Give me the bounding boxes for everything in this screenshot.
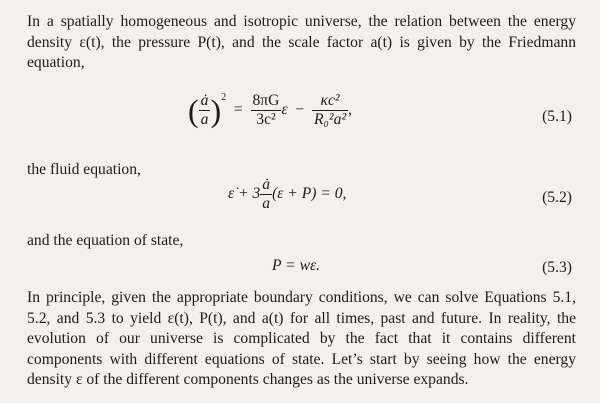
fluid-equation: ε̇ + 3 $\frac{ȧ}{a}$ (ε + P) = 0, [228, 176, 347, 212]
friedmann-equation: ( $\frac{ȧ}{a}$ )$^2$ = $\frac{8\pi G}{\text{3c²}}$ ε − $\frac{\text{κc²}}{\text{R₀²a²}}$ , [188, 92, 352, 129]
intro-paragraph: In a spatially homogeneous and isotropic universe, the relation between the energy density ε(t), the pressure P(t), and the scale factor a(t) is given by the Friedmann equation, [27, 13, 576, 71]
right-paren: ) [210, 92, 222, 129]
fluid-label: the fluid equation, [27, 161, 141, 178]
eq1-term2-fraction: $\frac{\text{κc²}}{\text{R₀²a²}}$ [313, 92, 347, 128]
equation-of-state: P = wε. [272, 257, 321, 274]
eq1-lhs-fraction: $\frac{ȧ}{a}$ [200, 92, 209, 128]
eq2-fraction: $\frac{ȧ}{a}$ [262, 176, 271, 212]
state-label: and the equation of state, [27, 232, 184, 249]
equation-number-5-3: (5.3) [542, 259, 572, 276]
closing-paragraph: In principle, given the appropriate boundary conditions, we can solve Equations 5.1, 5.2, and 5.3 to yield ε(t), P(t), and a(t) for all times, past and future. In reality, the evolution of our universe is complicated by the fact that it contains different components with different equations of state. Let’s start by seeing how the energy density ε of the different components changes as the universe expands. [27, 289, 576, 388]
equation-number-5-1: (5.1) [542, 108, 572, 125]
eq1-term1-fraction: $\frac{8\pi G}{\text{3c²}}$ [252, 92, 280, 128]
left-paren: ( [188, 92, 199, 129]
equation-number-5-2: (5.2) [542, 189, 572, 206]
